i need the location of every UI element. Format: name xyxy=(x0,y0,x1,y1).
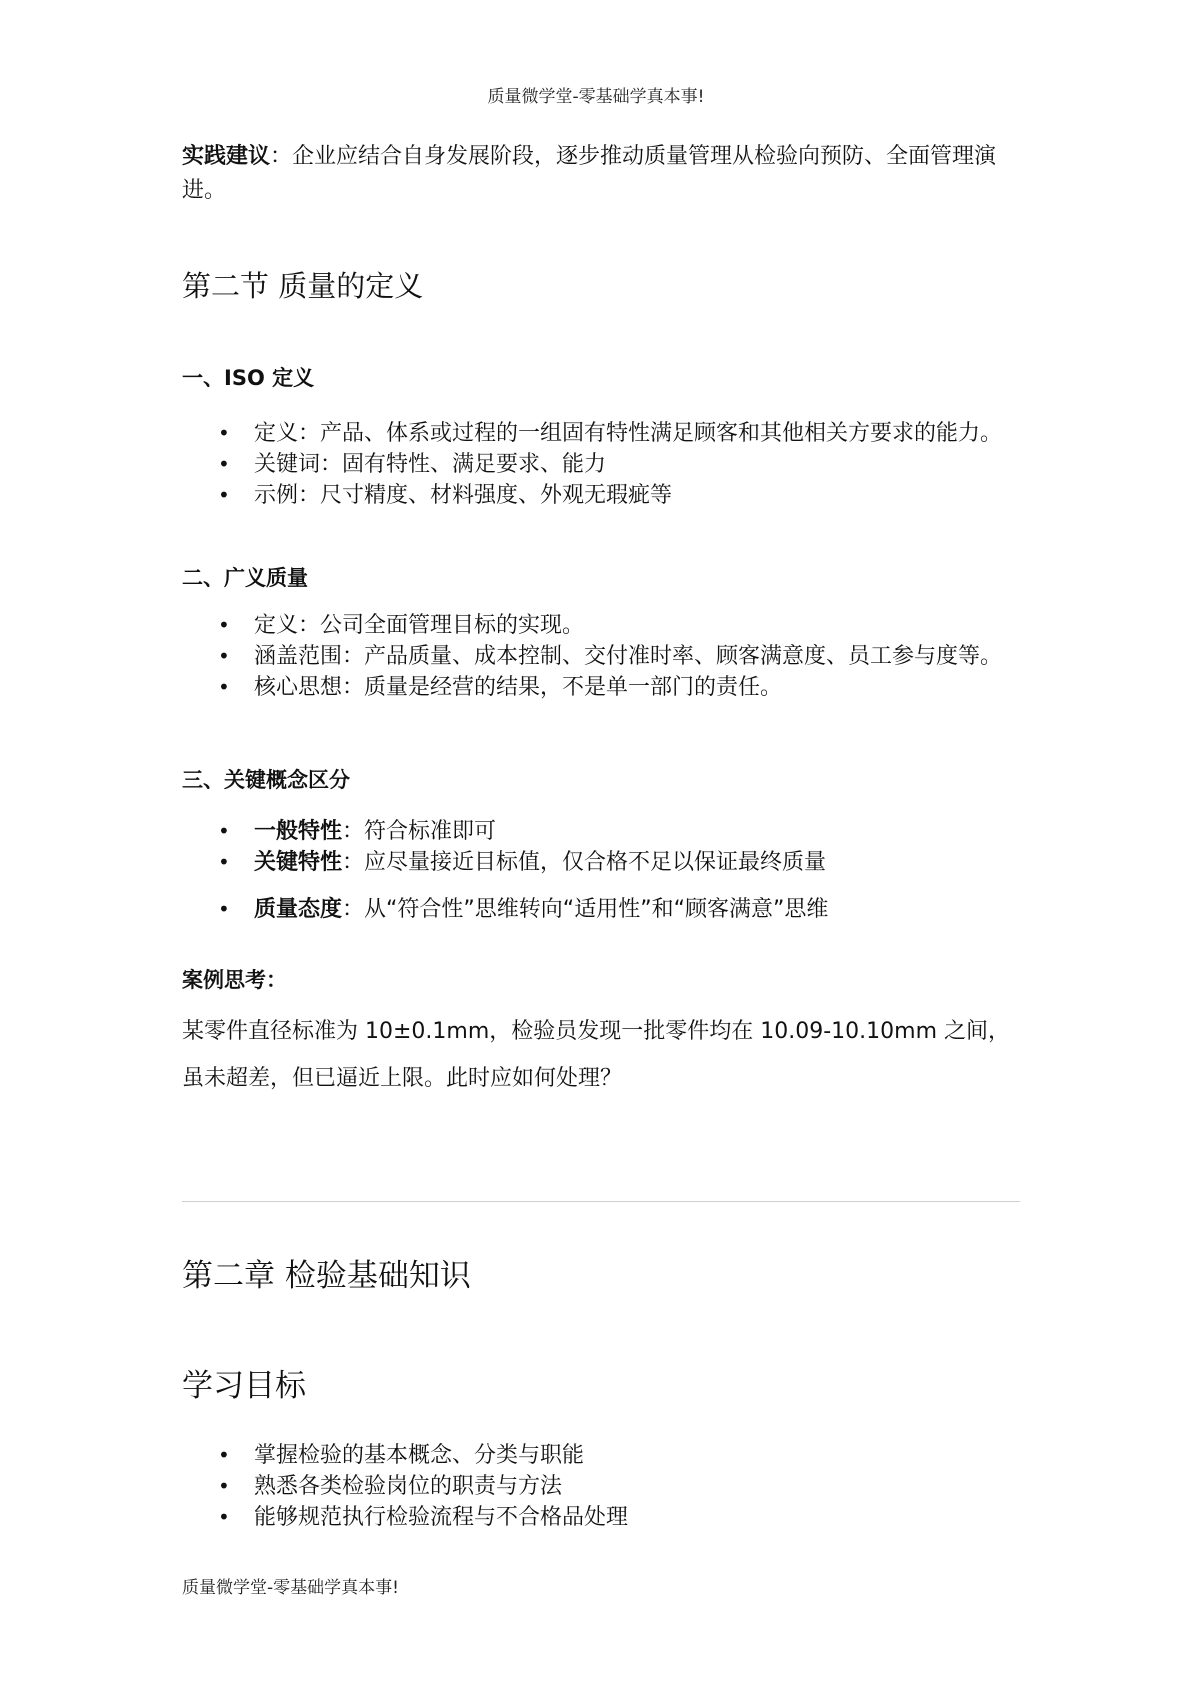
bullet-icon: • xyxy=(218,850,230,874)
bullet-icon: • xyxy=(218,1505,230,1529)
list-item: • 涵盖范围：产品质量、成本控制、交付准时率、顾客满意度、员工参与度等。 xyxy=(182,641,1022,672)
section-title: 第二节 质量的定义 xyxy=(182,269,424,303)
list-item: • 关键词：固有特性、满足要求、能力 xyxy=(182,449,1022,480)
iso-definition-list xyxy=(182,418,1022,511)
bullet-icon: • xyxy=(218,675,230,699)
bullet-icon: • xyxy=(218,1474,230,1498)
broad-quality-title: 二、广义质量 xyxy=(182,566,308,590)
objectives-title: 学习目标 xyxy=(182,1368,306,1404)
iso-definition-title: 一、ISO 定义 xyxy=(182,366,315,390)
list-item: • 熟悉各类检验岗位的职责与方法 xyxy=(182,1471,1022,1502)
list-item: • 定义：公司全面管理目标的实现。 xyxy=(182,610,1022,641)
objectives-list xyxy=(182,1440,1022,1533)
practice-advice-label: 实践建议 xyxy=(182,144,271,169)
bullet-icon: • xyxy=(218,644,230,668)
list-item: • 一般特性：符合标准即可 xyxy=(182,816,1022,847)
list-item: • 能够规范执行检验流程与不合格品处理 xyxy=(182,1502,1022,1533)
key-concepts-list xyxy=(182,816,1022,925)
list-item: • 核心思想：质量是经营的结果，不是单一部门的责任。 xyxy=(182,672,1022,703)
case-study-text: 某零件直径标准为 10±0.1mm，检验员发现一批零件均在 10.09-10.10mm 之间，虽未超差，但已逼近上限。此时应如何处理？ xyxy=(182,1019,1011,1091)
bullet-icon: • xyxy=(218,897,230,921)
broad-quality-list xyxy=(182,610,1022,703)
bullet-icon: • xyxy=(218,421,230,445)
list-item: • 定义：产品、体系或过程的一组固有特性满足顾客和其他相关方要求的能力。 xyxy=(182,418,1022,449)
bullet-icon: • xyxy=(218,1443,230,1467)
list-item: • 质量态度：从“符合性”思维转向“适用性”和“顾客满意”思维 xyxy=(182,894,1022,925)
page-header: 质量微学堂-零基础学真本事! xyxy=(487,87,705,107)
list-item: • 关键特性：应尽量接近目标值，仅合格不足以保证最终质量 xyxy=(182,847,1022,878)
practice-advice xyxy=(182,140,1022,208)
bullet-icon: • xyxy=(218,819,230,843)
bullet-icon: • xyxy=(218,613,230,637)
page-footer: 质量微学堂-零基础学真本事! xyxy=(182,1578,399,1598)
bullet-icon: • xyxy=(218,483,230,507)
section-divider xyxy=(182,1201,1020,1202)
case-study-title: 案例思考： xyxy=(182,968,287,992)
list-item: • 掌握检验的基本概念、分类与职能 xyxy=(182,1440,1022,1471)
key-concepts-title: 三、关键概念区分 xyxy=(182,768,350,792)
practice-advice-text: ：企业应结合自身发展阶段，逐步推动质量管理从检验向预防、全面管理演进。 xyxy=(182,144,997,203)
chapter-title: 第二章 检验基础知识 xyxy=(182,1258,471,1294)
list-item: • 示例：尺寸精度、材料强度、外观无瑕疵等 xyxy=(182,480,1022,511)
bullet-icon: • xyxy=(218,452,230,476)
